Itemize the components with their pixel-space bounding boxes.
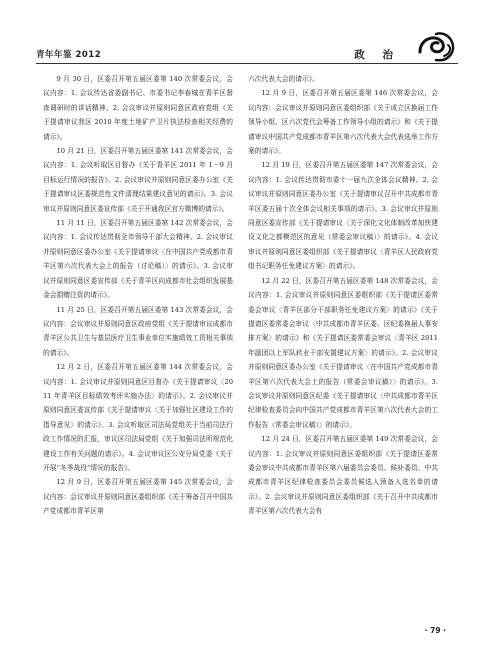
- paragraph: 12 月 19 日，区委召开第五届区委第 147 次常委会议，会议内容：1. 会议传达贯彻市委十一届九次全体会议精神。2. 会议审议并原则同意区委办公室《关于提请审议召开中共成都市青羊区委五届十次全体会议相关事项的请示》。3. 会议审议并原则同意区委宣传部《关于提请审议〈关于深化文化体制改革加快建设文化之都模范区的意见（常委会审议稿）〉的请示》。4. 会议审议并原则同意区委组织部《关于提请审议〈青羊区人民政府党组书记职务任免建议方案〉的请示》。: [248, 161, 438, 271]
- swirl-logo-icon: [416, 26, 458, 66]
- yearbook-title: 青年年鉴 2012: [36, 50, 102, 60]
- page-header: [22, 8, 458, 64]
- paragraph-continuation: 六次代表大会的请示》。: [248, 75, 319, 83]
- left-column: [43, 72, 233, 519]
- paragraph: 11 月 11 日，区委召开第五届区委第 142 次常委会议，会议内容：1. 会议传达贯彻全市领导干部大会精神。2. 会议审议并原则同意区委办公室《关于提请审议〈在中国共产党成都市青羊区第六次代表大会上的报告（讨论稿）〉的请示》。3. 会议审议并原则同意区委宣传部《关于青羊区向成都市社会组织发展基金会捐赠注资的请示》。: [43, 219, 233, 300]
- paragraph: 12 月 22 日，区委召开第五届区委第 148 次常委会议，会议内容：1. 会议审议并原则同意区委组织部《关于提请区委常委会审议〈青羊区部分干部职务任免建议方案〉的请示》《关于提请区委常委会审议〈中共成都市青羊区委、区纪委换届人事安排方案〉的请示》和《关于提请区委常委会审议〈青羊区 2011 年副团以上军队转业干部安置建议方案〉的请示》。2. 会议审议并原则同意区委办公室《关于提请审议〈在中国共产党成都市青羊区第六次代表大会上的报告（常委会审议稿）〉的请示》。3. 会议审议并原则同意区纪委《关于提请审议〈中共成都市青羊区纪律检查委员会向中国共产党成都市青羊区第六次代表大会的工作报告（常委会审议稿）〉的请示》。: [248, 276, 438, 429]
- paragraph: 11 月 25 日，区委召开第五届区委第 143 次常委会议，会议内容：会议审议并原则同意区政府党组《关于提请审议成都市青羊区公共卫生与基层医疗卫生事业单位实施绩效工资相关事项的请示》。: [43, 305, 233, 357]
- page-number: · 79 ·: [424, 626, 446, 635]
- paragraph: 10 月 21 日，区委召开第五届区委第 141 次常委会议，会议内容：1. 会议听取区目督办《关于青羊区 2011 年 1－9 月目标运行情况的报告》。2. 会议审议并原则同意区委办公室《关于提请审议区委规范性文件清理结果建议意见的请示》。3. 会议审议并原则同意区委宣传部《关于开通我区官方微博的请示》。: [43, 147, 233, 213]
- paragraph: 12 月 9 日，区委召开第五届区委第 146 次常委会议，会议内容：会议审议并原则同意区委组织部《关于成立区换届工作领导小组、区六次党代会筹备工作领导小组的请示》和《关于提请审议中国共产党成都市青羊区第六次代表大会代表选举工作方案的请示》。: [248, 89, 438, 156]
- section-title: 政 治: [354, 49, 400, 61]
- paragraph: 12 月 9 日，区委召开第五届区委第 145 次常委会议，会议内容：会议审议并原则同意区委组织部《关于筹备召开中国共产党成都市青羊区第: [43, 478, 233, 516]
- paragraph: 12 月 2 日，区委召开第五届区委第 144 次常委会议，会议内容：1. 会议审议并原则同意区目督办《关于提请审议〈2011 年青羊区目标绩效考评实施办法〉的请示》。2. 会议审议并原则同意区委宣传部《关于提请审议〈关于加强社区建设工作的指导意见〉的请示》。3. 会议听取区司法局党组关于当前司法行政工作情况的汇报，审议区司法局党组《关于加强司法所规范化建设工作有关问题的请示》。4. 会议审议区公安分局党委《关于开展“冬季战役”情况的报告》。: [43, 363, 233, 472]
- paragraph: 9 月 30 日，区委召开第五届区委第 140 次常委会议，会议内容：1. 会议传达省委副书记、市委书记李春城在青羊区督查调研时的讲话精神。2. 会议审议并原则同意区政府党组《关于提请审议我区 2010 年度土地矿产卫片执法检查相关经费的请示》。: [43, 75, 233, 141]
- paragraph: 12 月 24 日，区委召开第五届区委第 149 次常委会议，会议内容：1. 会议审议并原则同意区委组织部《关于提请区委常委会审议中共成都市青羊区第六届委员会委员、候补委员、中共成都市青羊区纪律检查委员会委员候选人预备人选名单的请示》。2. 会议审议并原则同意区委组织部《关于召开中共成都市青羊区第六次代表大会有: [248, 435, 438, 516]
- header-rule: [36, 63, 458, 64]
- right-column: [248, 72, 438, 519]
